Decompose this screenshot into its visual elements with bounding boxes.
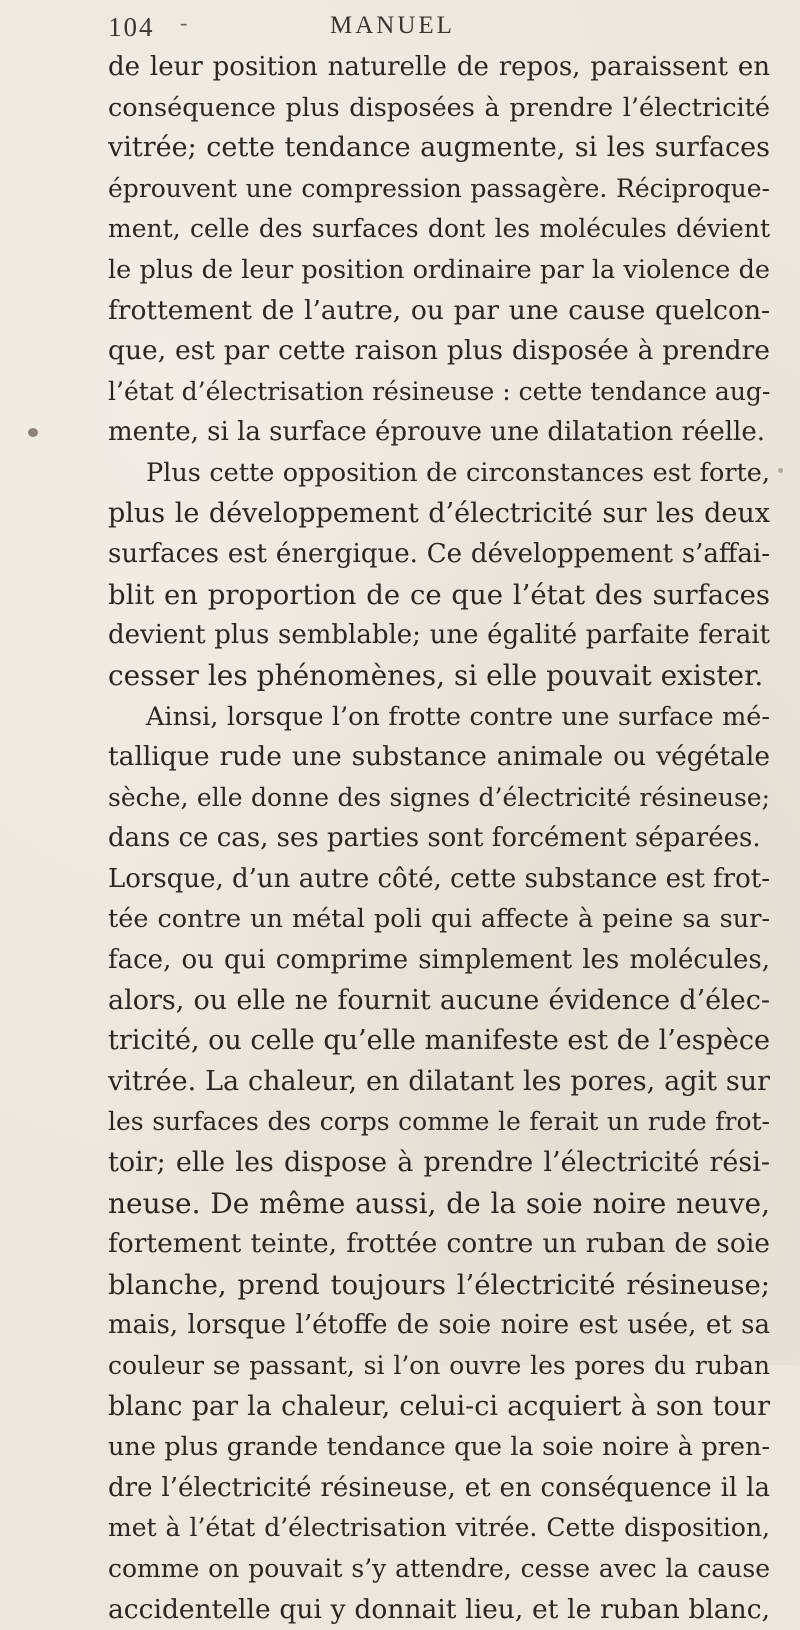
text-line: dans ce cas, ses parties sont forcément séparées. bbox=[108, 823, 761, 854]
running-head bbox=[108, 12, 748, 50]
text-line: neuse. De même aussi, de la soie noire neuve, bbox=[108, 1186, 770, 1220]
text-line: Lorsque, d’un autre côté, cette substance est frot- bbox=[108, 863, 770, 894]
text-line: mais, lorsque l’étoffe de soie noire est usée, et sa bbox=[108, 1310, 770, 1341]
text-line: tallique rude une substance animale ou végétale bbox=[108, 741, 770, 773]
text-line: face, ou qui comprime simplement les molécules, bbox=[108, 945, 770, 976]
text-line: surfaces est énergique. Ce développement s’affai- bbox=[108, 539, 770, 570]
running-title: MANUEL bbox=[330, 12, 455, 39]
text-line: l’état d’électrisation résineuse : cette tendance aug- bbox=[108, 376, 770, 406]
text-line: cesser les phénomènes, si elle pouvait exister. bbox=[108, 658, 764, 692]
text-line: tricité, ou celle qu’elle manifeste est de l’espèce bbox=[108, 1025, 770, 1057]
page-number: 104 bbox=[108, 12, 155, 42]
text-line: plus le développement d’électricité sur les deux bbox=[108, 497, 770, 529]
text-line: le plus de leur position ordinaire par la violence de bbox=[108, 254, 770, 285]
text-line: blanc par la chaleur, celui-ci acquiert à son tour bbox=[108, 1390, 770, 1422]
text-line: vitrée. La chaleur, en dilatant les pores, agit sur bbox=[108, 1065, 770, 1097]
ink-spot bbox=[778, 468, 783, 473]
text-line: tée contre un métal poli qui affecte à peine sa sur- bbox=[108, 904, 770, 935]
text-line: de leur position naturelle de repos, paraissent en bbox=[108, 52, 770, 82]
text-line: dre l’électricité résineuse, et en conséquence il la bbox=[108, 1472, 770, 1503]
text-line: devient plus semblable; une égalité parfaite ferait bbox=[108, 620, 770, 651]
text-line: Ainsi, lorsque l’on frotte contre une surface mé- bbox=[146, 701, 770, 732]
text-line: vitrée; cette tendance augmente, si les surfaces bbox=[108, 132, 770, 164]
text-line: met à l’état d’électrisation vitrée. Cette disposition, bbox=[108, 1513, 770, 1543]
text-line: sèche, elle donne des signes d’électricité résineuse; bbox=[108, 782, 770, 812]
text-line: blanche, prend toujours l’électricité résineuse; bbox=[108, 1268, 770, 1301]
text-line: éprouvent une compression passagère. Réciproque- bbox=[108, 173, 770, 203]
body-text bbox=[108, 47, 770, 1630]
text-line: toir; elle les dispose à prendre l’électricité rési- bbox=[108, 1147, 770, 1179]
text-line: que, est par cette raison plus disposée à prendre bbox=[108, 335, 770, 367]
text-line: couleur se passant, si l’on ouvre les pores du ruban bbox=[108, 1351, 770, 1380]
header-dash: - bbox=[180, 10, 189, 35]
text-line: blit en proportion de ce que l’état des surfaces bbox=[108, 578, 770, 611]
text-line: Plus cette opposition de circonstances est forte, bbox=[146, 457, 770, 488]
text-line: ment, celle des surfaces dont les molécules dévient bbox=[108, 214, 770, 244]
text-line: accidentelle qui y donnait lieu, et le ruban blanc, bbox=[108, 1593, 770, 1625]
text-line: conséquence plus disposées à prendre l’électricité bbox=[108, 92, 770, 123]
ink-spot bbox=[28, 428, 38, 437]
text-line: les surfaces des corps comme le ferait un rude frot- bbox=[108, 1107, 770, 1137]
text-line: comme on pouvait s’y attendre, cesse avec la cause bbox=[108, 1553, 770, 1583]
text-line: une plus grande tendance que la soie noire à pren- bbox=[108, 1432, 770, 1463]
text-line: alors, ou elle ne fournit aucune évidence d’élec- bbox=[108, 984, 770, 1016]
text-line: mente, si la surface éprouve une dilatation réelle. bbox=[108, 417, 765, 448]
text-line: fortement teinte, frottée contre un ruban de soie bbox=[108, 1228, 770, 1260]
text-line: frottement de l’autre, ou par une cause quelcon- bbox=[108, 294, 770, 326]
